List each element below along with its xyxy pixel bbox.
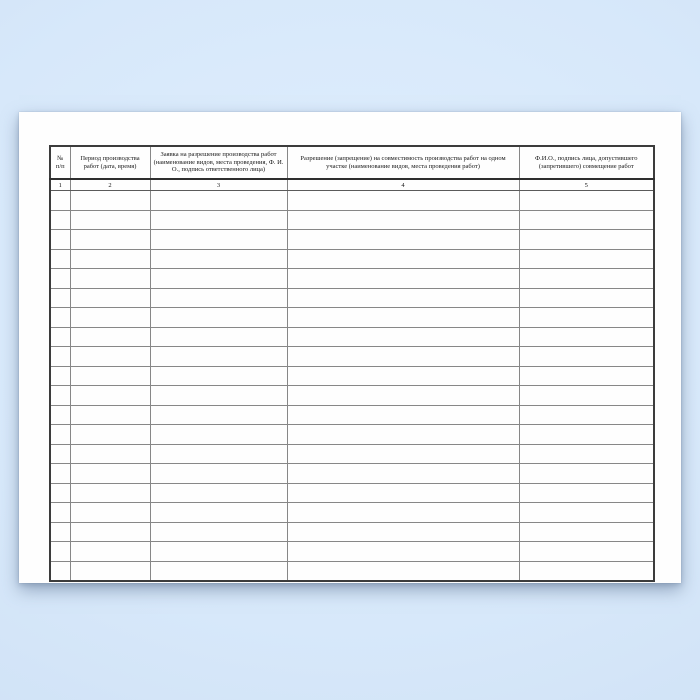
table-row <box>50 191 654 211</box>
table-cell <box>287 269 519 289</box>
column-number: 1 <box>50 179 70 191</box>
table-cell <box>287 405 519 425</box>
column-number: 5 <box>519 179 654 191</box>
table-row <box>50 386 654 406</box>
table-cell <box>50 522 70 542</box>
table-row <box>50 288 654 308</box>
table-cell <box>519 347 654 367</box>
table-cell <box>150 269 287 289</box>
table-cell <box>70 405 150 425</box>
table-cell <box>519 503 654 523</box>
table-cell <box>70 386 150 406</box>
table-cell <box>50 366 70 386</box>
table-cell <box>70 308 150 328</box>
table-cell <box>519 561 654 581</box>
table-cell <box>50 444 70 464</box>
table-cell <box>287 210 519 230</box>
table-cell <box>150 327 287 347</box>
table-cell <box>519 522 654 542</box>
table-row <box>50 347 654 367</box>
column-numbers-row <box>50 179 654 191</box>
table-cell <box>70 444 150 464</box>
table-cell <box>70 464 150 484</box>
table-cell <box>50 503 70 523</box>
table-cell <box>519 483 654 503</box>
table-cell <box>287 386 519 406</box>
table-cell <box>50 210 70 230</box>
table-cell <box>150 483 287 503</box>
table-cell <box>50 561 70 581</box>
table-cell <box>519 366 654 386</box>
table-cell <box>150 561 287 581</box>
table-header-row <box>50 146 654 179</box>
table-cell <box>519 230 654 250</box>
table-cell <box>70 542 150 562</box>
table-row <box>50 308 654 328</box>
table-cell <box>70 288 150 308</box>
table-cell <box>70 249 150 269</box>
column-header-request: Заявка на разрешение производства работ (наименование видов, места проведения, Ф. И. О., подпись ответственного лица) <box>150 146 287 179</box>
table-cell <box>50 308 70 328</box>
table-row <box>50 503 654 523</box>
table-cell <box>50 542 70 562</box>
table-row <box>50 249 654 269</box>
table-cell <box>287 230 519 250</box>
table-row <box>50 561 654 581</box>
table-cell <box>287 425 519 445</box>
column-number: 4 <box>287 179 519 191</box>
table-cell <box>70 366 150 386</box>
table-cell <box>150 405 287 425</box>
table-cell <box>70 210 150 230</box>
table-cell <box>519 542 654 562</box>
table-cell <box>519 288 654 308</box>
table-cell <box>287 522 519 542</box>
table-cell <box>287 561 519 581</box>
table-cell <box>50 230 70 250</box>
work-permit-log-table <box>49 145 655 582</box>
table-cell <box>50 288 70 308</box>
table-cell <box>150 522 287 542</box>
table-cell <box>150 425 287 445</box>
table-cell <box>287 191 519 211</box>
table-cell <box>50 425 70 445</box>
table-cell <box>70 327 150 347</box>
table-row <box>50 405 654 425</box>
table-cell <box>519 405 654 425</box>
table-cell <box>287 308 519 328</box>
table-row <box>50 366 654 386</box>
table-cell <box>50 269 70 289</box>
table-cell <box>519 386 654 406</box>
table-cell <box>287 542 519 562</box>
table-cell <box>519 210 654 230</box>
table-cell <box>50 347 70 367</box>
table-cell <box>519 269 654 289</box>
column-number: 3 <box>150 179 287 191</box>
table-cell <box>50 327 70 347</box>
table-cell <box>287 444 519 464</box>
table-row <box>50 483 654 503</box>
column-header-period: Период производства работ (дата, время) <box>70 146 150 179</box>
table-row <box>50 522 654 542</box>
table-cell <box>150 230 287 250</box>
table-cell <box>70 230 150 250</box>
table-cell <box>150 542 287 562</box>
table-cell <box>70 503 150 523</box>
column-number: 2 <box>70 179 150 191</box>
table-cell <box>519 464 654 484</box>
table-cell <box>519 249 654 269</box>
table-cell <box>70 561 150 581</box>
table-cell <box>150 444 287 464</box>
table-cell <box>287 327 519 347</box>
table-cell <box>150 288 287 308</box>
table-cell <box>287 464 519 484</box>
table-row <box>50 269 654 289</box>
table-cell <box>287 366 519 386</box>
table-cell <box>70 483 150 503</box>
table-cell <box>70 425 150 445</box>
table-cell <box>150 308 287 328</box>
table-cell <box>150 386 287 406</box>
table-cell <box>519 425 654 445</box>
table-cell <box>150 249 287 269</box>
table-cell <box>50 405 70 425</box>
table-cell <box>50 483 70 503</box>
table-cell <box>70 269 150 289</box>
table-cell <box>70 347 150 367</box>
table-cell <box>519 191 654 211</box>
table-cell <box>150 191 287 211</box>
table-cell <box>150 347 287 367</box>
table-row <box>50 327 654 347</box>
table-cell <box>519 327 654 347</box>
table-cell <box>287 288 519 308</box>
table-cell <box>519 308 654 328</box>
table-cell <box>70 191 150 211</box>
table-cell <box>150 366 287 386</box>
table-cell <box>150 464 287 484</box>
table-row <box>50 444 654 464</box>
table-cell <box>50 386 70 406</box>
column-header-signature: Ф.И.О., подпись лица, допустившего (запретившего) совмещение работ <box>519 146 654 179</box>
table-row <box>50 230 654 250</box>
table-cell <box>150 210 287 230</box>
table-cell <box>50 464 70 484</box>
paper-sheet <box>19 112 681 583</box>
table-cell <box>287 503 519 523</box>
column-header-number: № п/п <box>50 146 70 179</box>
table-cell <box>50 191 70 211</box>
table-cell <box>287 483 519 503</box>
table-cell <box>519 444 654 464</box>
column-header-permission: Разрешение (запрещение) на совместимость производства работ на одном участке (наименование видов, места проведения работ) <box>287 146 519 179</box>
table-row <box>50 210 654 230</box>
table-cell <box>150 503 287 523</box>
table-row <box>50 425 654 445</box>
table-cell <box>50 249 70 269</box>
table-cell <box>287 249 519 269</box>
table-cell <box>70 522 150 542</box>
table-row <box>50 464 654 484</box>
table-cell <box>287 347 519 367</box>
table-row <box>50 542 654 562</box>
